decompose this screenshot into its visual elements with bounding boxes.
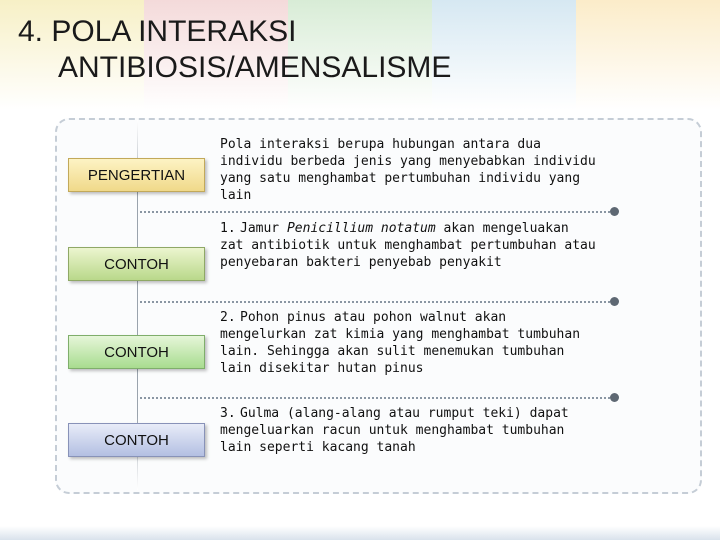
separator-dot: [610, 207, 619, 216]
separator-dot: [610, 393, 619, 402]
slide-title: [18, 14, 451, 86]
example-1-text: [220, 220, 600, 271]
example-number: 3.: [220, 406, 236, 421]
label-contoh-1: CONTOH: [68, 247, 205, 281]
row-separator: [140, 397, 610, 399]
example-1-after: akan mengeluakan zat antibiotik untuk menghambat pertumbuhan atau penyebaran bakteri penyebab penyakit: [220, 221, 596, 270]
label-pengertian: PENGERTIAN: [68, 158, 205, 192]
color-band: [576, 0, 720, 110]
example-3-text: [220, 405, 600, 456]
example-2-text: [220, 309, 600, 377]
row-separator: [140, 301, 610, 303]
example-3-body: Gulma (alang-alang atau rumput teki) dapat mengeluarkan racun untuk menghambat tumbuhan lain seperti kacang tanah: [220, 406, 569, 455]
footer-bar: [0, 526, 720, 540]
color-band: [432, 0, 576, 110]
example-number: 1.: [220, 221, 236, 236]
example-2-body: Pohon pinus atau pohon walnut akan mengelurkan zat kimia yang menghambat tumbuhan lain. Sehingga akan sulit menemukan tumbuhan lain disekitar hutan pinus: [220, 310, 581, 376]
separator-dot: [610, 297, 619, 306]
slide-title-line1: 4. POLA INTERAKSI: [18, 15, 297, 48]
definition-body: Pola interaksi berupa hubungan antara dua individu berbeda jenis yang menyebabkan individu yang satu menghambat pertumbuhan individu yang lain: [220, 137, 596, 203]
example-number: 2.: [220, 310, 236, 325]
row-separator: [140, 211, 610, 213]
example-1-species: Penicillium notatum: [286, 221, 436, 236]
example-1-before: Jamur: [240, 221, 287, 236]
label-contoh-2: CONTOH: [68, 335, 205, 369]
slide-title-line2: ANTIBIOSIS/AMENSALISME: [58, 51, 452, 84]
label-contoh-3: CONTOH: [68, 423, 205, 457]
definition-text: [220, 136, 600, 204]
